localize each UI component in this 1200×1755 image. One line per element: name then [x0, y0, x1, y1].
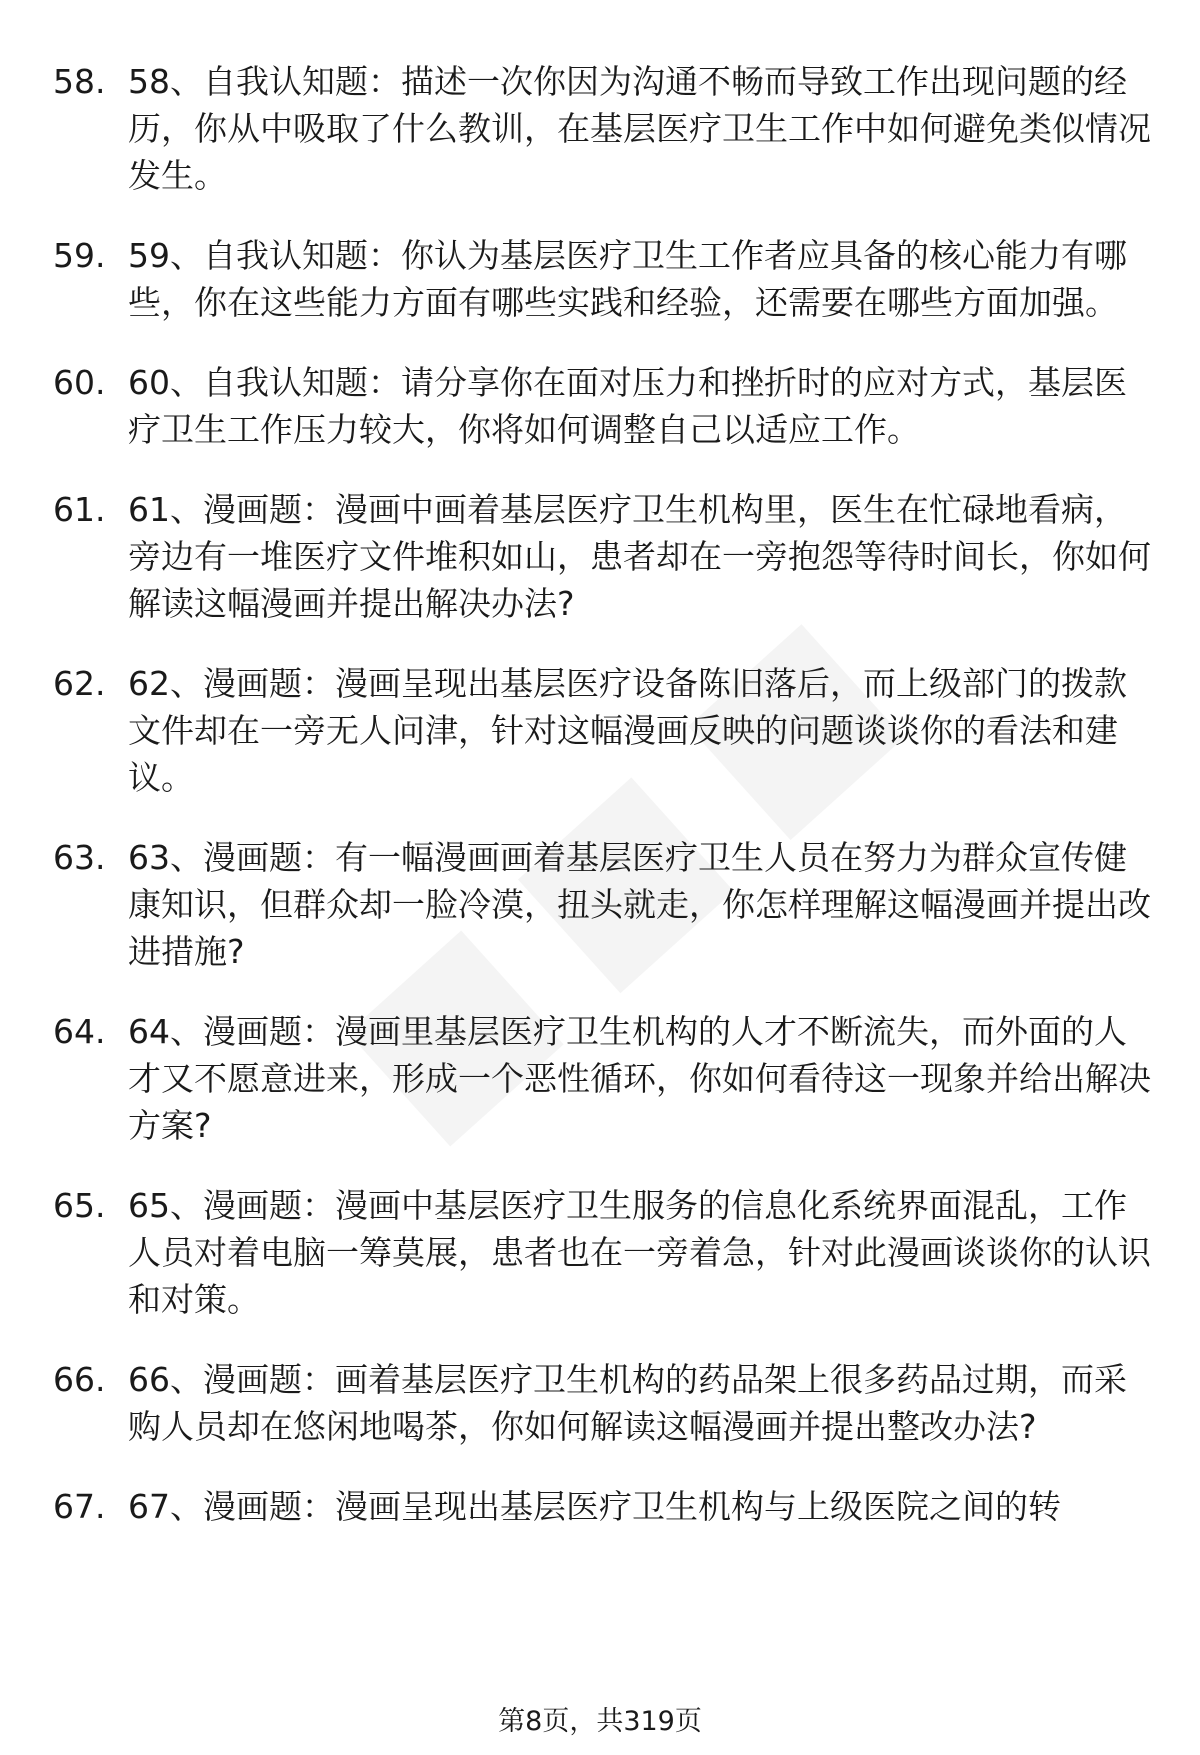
question-text: 59、自我认知题：你认为基层医疗卫生工作者应具备的核心能力有哪些，你在这些能力方面有哪些实践和经验，还需要在哪些方面加强。	[128, 236, 1127, 322]
question-number: 61.	[53, 490, 106, 529]
question-list	[0, 58, 1200, 1563]
question-number: 65.	[53, 1186, 106, 1225]
question-text: 62、漫画题：漫画呈现出基层医疗设备陈旧落后，而上级部门的拨款文件却在一旁无人问津，针对这幅漫画反映的问题谈谈你的看法和建议。	[128, 664, 1127, 797]
question-number: 66.	[53, 1360, 106, 1399]
question-item	[0, 834, 1200, 975]
question-text: 61、漫画题：漫画中画着基层医疗卫生机构里，医生在忙碌地看病，旁边有一堆医疗文件堆积如山，患者却在一旁抱怨等待时间长，你如何解读这幅漫画并提出解决办法?	[128, 490, 1151, 623]
question-number: 58.	[53, 62, 106, 101]
question-text: 63、漫画题：有一幅漫画画着基层医疗卫生人员在努力为群众宣传健康知识，但群众却一脸冷漠，扭头就走，你怎样理解这幅漫画并提出改进措施?	[128, 838, 1151, 971]
question-item	[0, 1182, 1200, 1323]
question-item	[0, 232, 1200, 326]
question-text: 66、漫画题：画着基层医疗卫生机构的药品架上很多药品过期，而采购人员却在悠闲地喝茶，你如何解读这幅漫画并提出整改办法?	[128, 1360, 1127, 1446]
question-item	[0, 58, 1200, 199]
page-footer: 第8页，共319页	[498, 1706, 702, 1737]
question-number: 60.	[53, 363, 106, 402]
question-number: 62.	[53, 664, 106, 703]
question-item	[0, 1356, 1200, 1450]
question-number: 64.	[53, 1012, 106, 1051]
question-text: 65、漫画题：漫画中基层医疗卫生服务的信息化系统界面混乱，工作人员对着电脑一筹莫展，患者也在一旁着急，针对此漫画谈谈你的认识和对策。	[128, 1186, 1151, 1319]
question-item	[0, 359, 1200, 453]
question-text: 58、自我认知题：描述一次你因为沟通不畅而导致工作出现问题的经历，你从中吸取了什么教训，在基层医疗卫生工作中如何避免类似情况发生。	[128, 62, 1151, 195]
question-item	[0, 1483, 1200, 1530]
question-text: 60、自我认知题：请分享你在面对压力和挫折时的应对方式，基层医疗卫生工作压力较大，你将如何调整自己以适应工作。	[128, 363, 1127, 449]
question-item	[0, 660, 1200, 801]
question-number: 63.	[53, 838, 106, 877]
question-text: 64、漫画题：漫画里基层医疗卫生机构的人才不断流失，而外面的人才又不愿意进来，形成一个恶性循环，你如何看待这一现象并给出解决方案?	[128, 1012, 1151, 1145]
question-number: 59.	[53, 236, 106, 275]
question-text: 67、漫画题：漫画呈现出基层医疗卫生机构与上级医院之间的转	[128, 1487, 1061, 1526]
question-item	[0, 1008, 1200, 1149]
question-item	[0, 486, 1200, 627]
question-number: 67.	[53, 1487, 106, 1526]
